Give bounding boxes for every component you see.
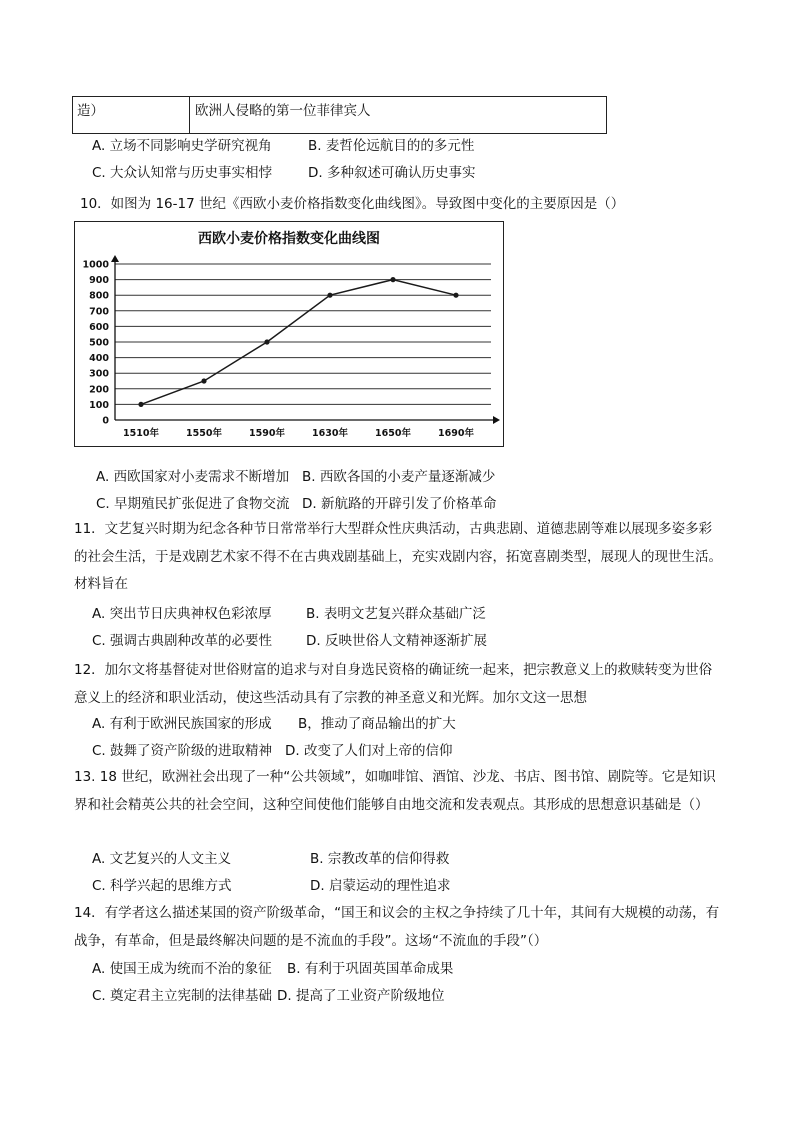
y-tick-label: 600 [89,321,109,333]
q12-option-d[interactable]: D. 改变了人们对上帝的信仰 [285,743,453,759]
q10-option-d[interactable]: D. 新航路的开辟引发了价格革命 [302,496,497,512]
q14-option-a[interactable]: A. 使国王成为统而不治的象征 [92,961,272,977]
q13-option-a[interactable]: A. 文艺复兴的人文主义 [92,851,232,867]
q12-stem: 12．加尔文将基督徒对世俗财富的追求与对自身选民资格的确证统一起来，把宗教意义上的救赎转变为世俗意义上的经济和职业活动，使这些活动具有了宗教的神圣意义和光辉。加尔文这一思想 [74,662,713,706]
x-tick-label: 1630年 [312,428,348,439]
data-point [390,277,395,282]
q12-option-b[interactable]: B，推动了商品输出的扩大 [298,716,456,732]
q9-option-a[interactable]: A. 立场不同影响史学研究视角 [92,138,272,154]
q10-option-c[interactable]: C. 早期殖民扩张促进了食物交流 [96,496,290,512]
table-fragment [72,96,607,134]
q10-option-b[interactable]: B. 西欧各国的小麦产量逐渐减少 [302,469,496,485]
y-tick-label: 500 [89,337,109,349]
x-axis-arrow [493,416,500,424]
y-tick-label: 100 [89,399,109,411]
chart-title: 西欧小麦价格指数变化曲线图 [198,231,380,247]
q14-option-b[interactable]: B. 有利于巩固英国革命成果 [287,961,454,977]
data-point [201,378,206,383]
y-tick-label: 700 [89,306,109,318]
q12-option-a[interactable]: A. 有利于欧洲民族国家的形成 [92,716,272,732]
q11-option-b[interactable]: B. 表明文艺复兴群众基础广泛 [306,606,486,622]
q13-option-b[interactable]: B. 宗教改革的信仰得救 [310,851,450,867]
q13-stem: 13. 18 世纪，欧洲社会出现了一种“公共领域”，如咖啡馆、酒馆、沙龙、书店、图书馆、剧院等。它是知识界和社会精英公共的社会空间，这种空间使他们能够自由地交流和发表观点。其形成的思想意识基础是（） [74,769,716,813]
y-tick-label: 800 [89,290,109,302]
q9-option-c[interactable]: C. 大众认知常与历史事实相悖 [92,165,273,181]
q11-option-c[interactable]: C. 强调古典剧种改革的必要性 [92,633,273,649]
y-tick-label: 200 [89,384,109,396]
data-point [138,402,143,407]
y-tick-label: 0 [102,415,109,427]
q9-option-b[interactable]: B. 麦哲伦远航目的的多元性 [308,138,475,154]
q14-stem: 14．有学者这么描述某国的资产阶级革命，“国王和议会的主权之争持续了几十年，其间有大规模的动荡，有战争，有革命，但是最终解决问题的是不流血的手段”。这场“不流血的手段”（） [74,905,720,949]
x-tick-label: 1550年 [186,428,222,439]
table-cell-2-text: 欧洲人侵略的第一位菲律宾人 [195,103,371,119]
q9-option-d[interactable]: D. 多种叙述可确认历史事实 [308,165,476,181]
q14-option-c[interactable]: C. 奠定君主立宪制的法律基础 [92,988,273,1004]
chart-svg [75,222,503,446]
data-point [453,293,458,298]
data-point [264,339,269,344]
q14-option-d[interactable]: D. 提高了工业资产阶级地位 [277,988,445,1004]
x-tick-label: 1690年 [438,428,474,439]
y-tick-label: 1000 [82,259,109,271]
y-axis-arrow [111,255,119,262]
y-tick-label: 300 [89,368,109,380]
table-cell-1 [73,97,190,133]
x-tick-label: 1650年 [375,428,411,439]
table-cell-1-text: 造） [77,103,104,119]
q10-stem: 10．如图为 16-17 世纪《西欧小麦价格指数变化曲线图》。导致图中变化的主要原因是（） [80,196,625,212]
x-tick-label: 1590年 [249,428,285,439]
q11-option-d[interactable]: D. 反映世俗人文精神逐渐扩展 [306,633,487,649]
q13-option-c[interactable]: C. 科学兴起的思维方式 [92,878,232,894]
y-tick-label: 400 [89,353,109,365]
q13-option-d[interactable]: D. 启蒙运动的理性追求 [310,878,451,894]
data-point [327,293,332,298]
q10-option-a[interactable]: A. 西欧国家对小麦需求不断增加 [96,469,290,485]
q11-option-a[interactable]: A. 突出节日庆典神权色彩浓厚 [92,606,272,622]
x-tick-label: 1510年 [123,428,159,439]
q11-stem: 11．文艺复兴时期为纪念各种节日常常举行大型群众性庆典活动，古典悲剧、道德悲剧等难以展现多姿多彩的社会生活，于是戏剧艺术家不得不在古典戏剧基础上，充实戏剧内容，拓宽喜剧类型，展现人的现世生活。材料旨在 [74,521,722,592]
y-tick-label: 900 [89,275,109,287]
q12-option-c[interactable]: C. 鼓舞了资产阶级的进取精神 [92,743,273,759]
wheat-price-chart [74,221,504,447]
